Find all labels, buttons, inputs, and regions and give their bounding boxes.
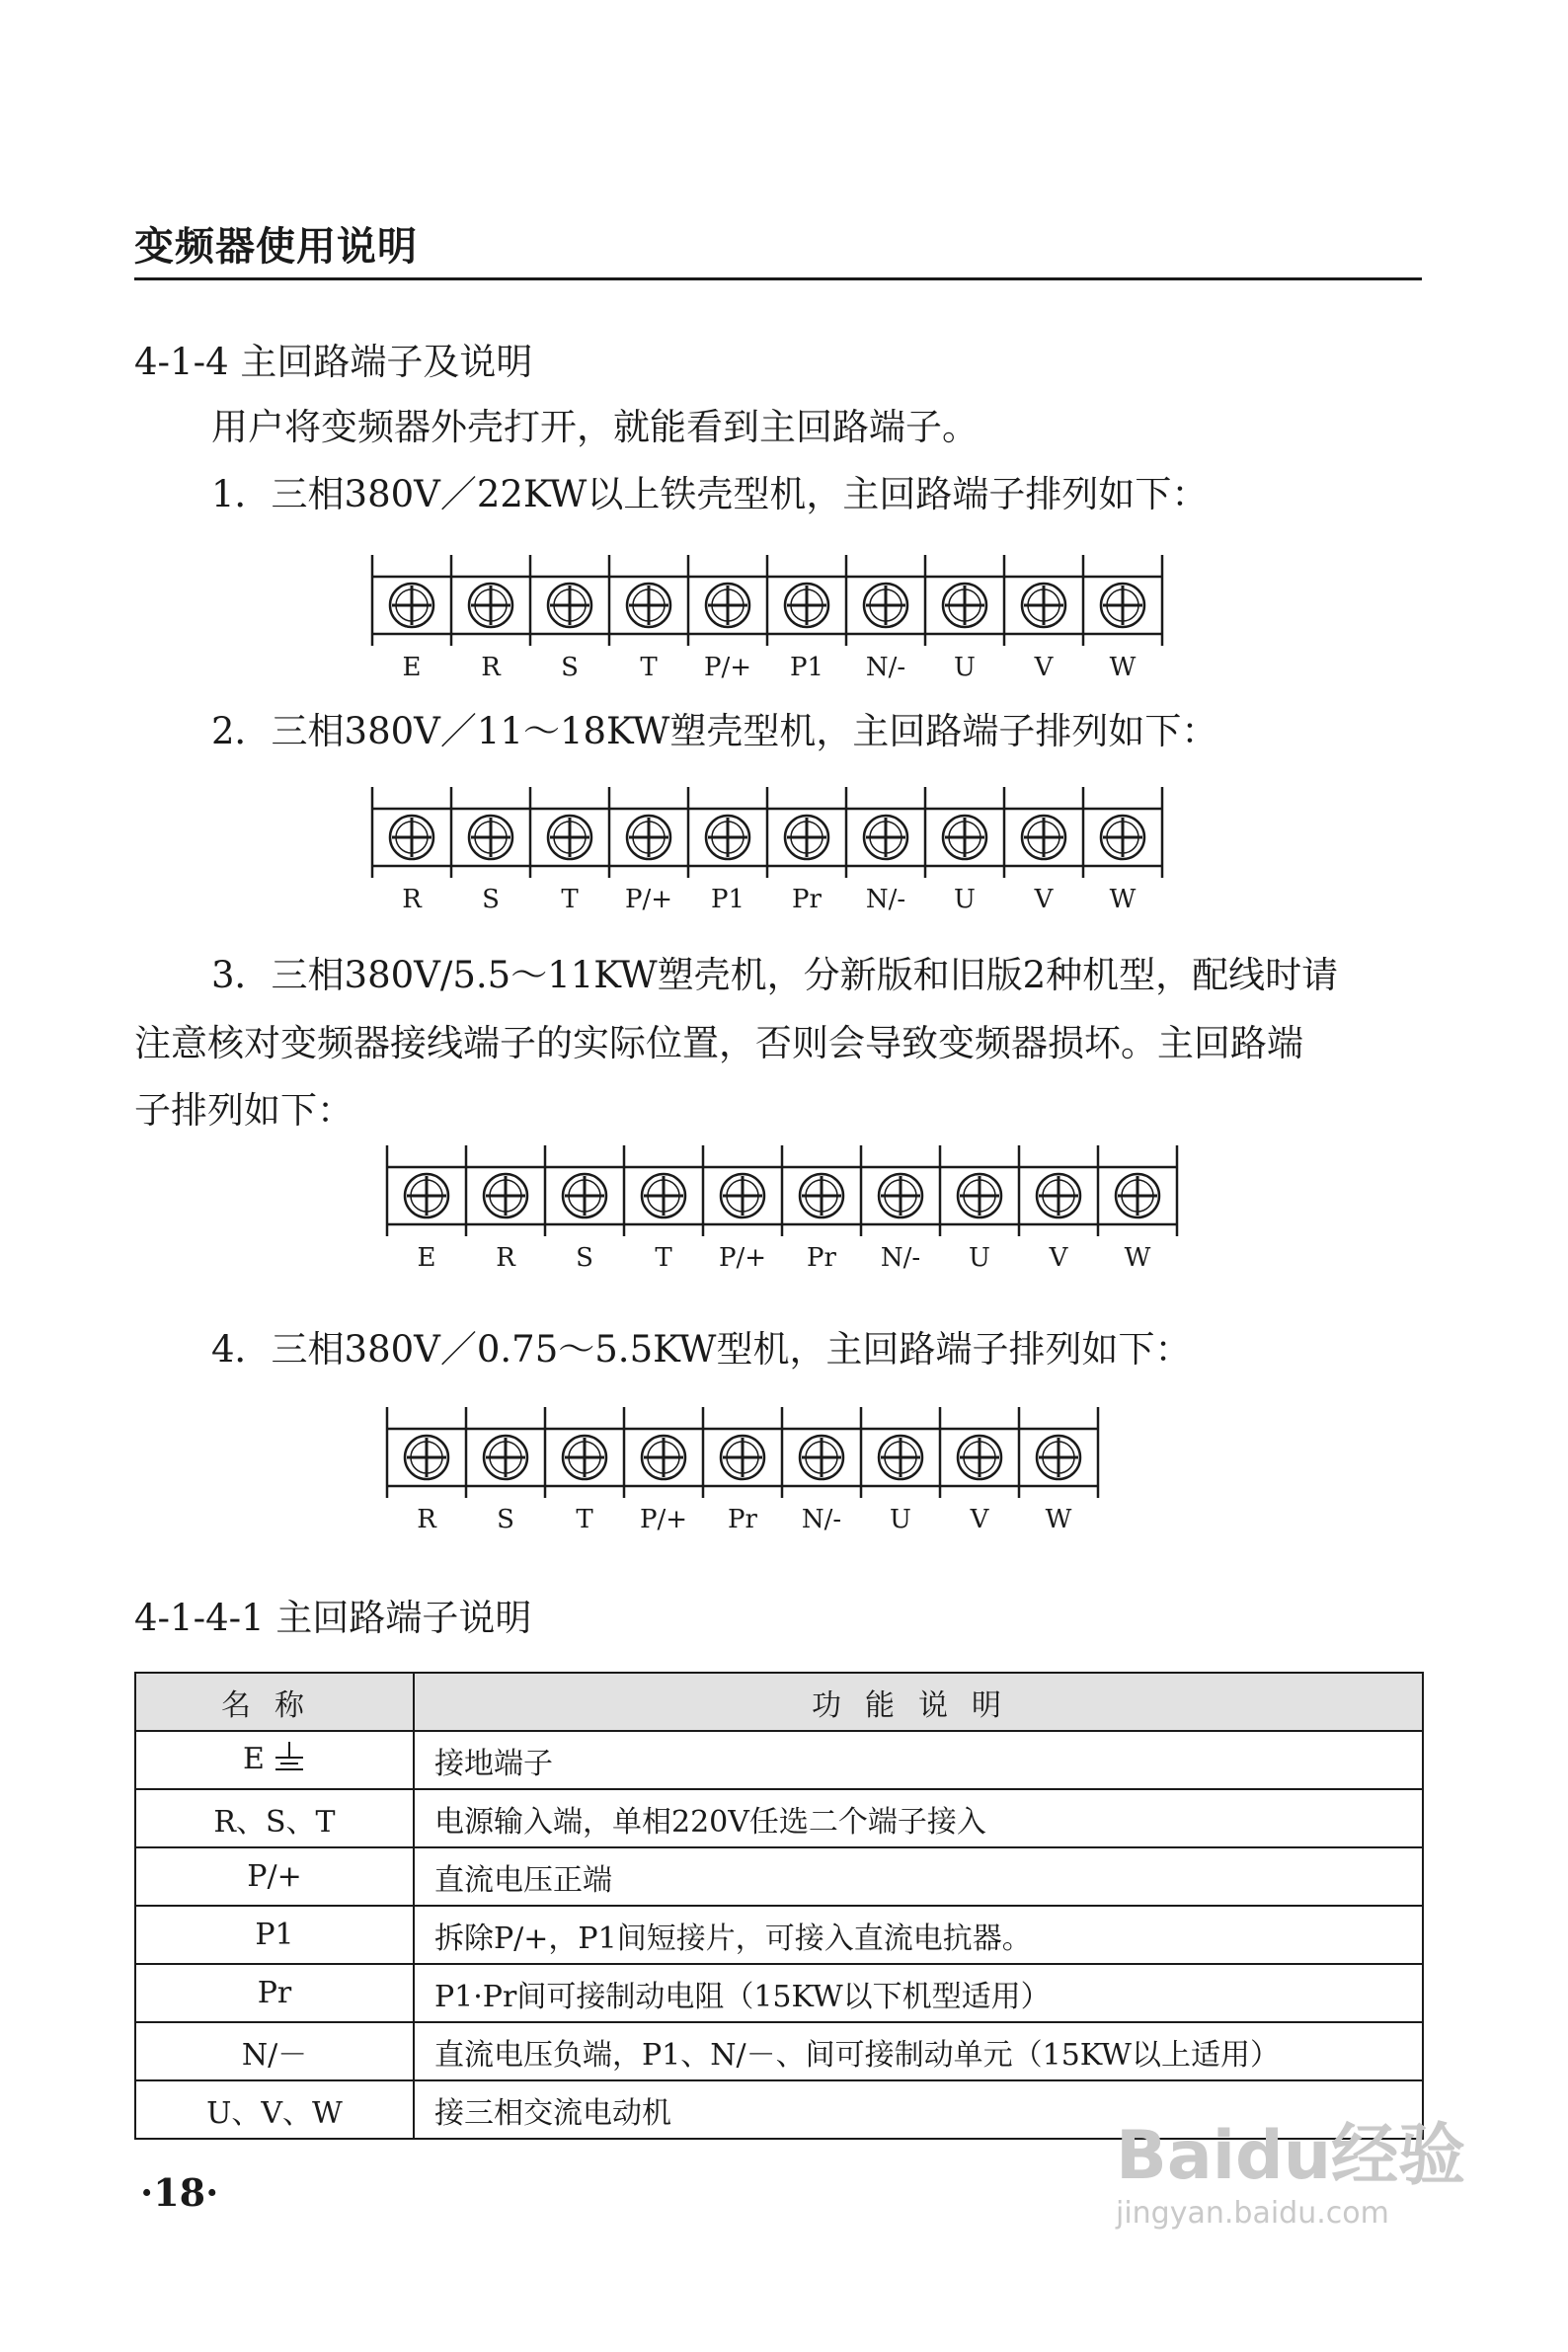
header-divider xyxy=(134,277,1422,280)
terminal-screw-icon xyxy=(958,1436,1001,1479)
terminal-label: P/+ xyxy=(718,1243,767,1273)
table-cell-desc: 电源输入端，单相220V任选二个端子接入 xyxy=(414,1789,1423,1847)
watermark-url: jingyan.baidu.com xyxy=(1116,2196,1389,2231)
terminal-screw-icon xyxy=(879,1436,922,1479)
page-header-title: 变频器使用说明 xyxy=(134,224,418,270)
terminal-screw-icon xyxy=(642,1174,685,1217)
terminal-label: P/+ xyxy=(624,885,673,914)
table-row xyxy=(135,1847,1423,1906)
table-row xyxy=(135,1964,1423,2022)
table-cell-desc: 接三相交流电动机 xyxy=(414,2080,1423,2139)
terminal-strip-4 xyxy=(385,1407,1100,1551)
terminal-screw-icon xyxy=(484,1174,527,1217)
terminal-label: V xyxy=(970,1505,989,1534)
table-cell-desc: P1·Pr间可接制动电阻（15KW以下机型适用） xyxy=(414,1964,1423,2022)
table-section-heading: 4-1-4-1 主回路端子说明 xyxy=(134,1597,532,1639)
terminal-screw-icon xyxy=(943,816,986,859)
terminal-label: W xyxy=(1109,885,1137,914)
table-cell-name: N/－ xyxy=(135,2022,414,2080)
terminal-strip-svg xyxy=(385,1407,1100,1547)
watermark xyxy=(1116,2117,1466,2231)
table-cell-name xyxy=(135,1731,414,1789)
terminal-label: W xyxy=(1045,1505,1072,1534)
terminal-label: Pr xyxy=(728,1505,757,1534)
terminal-strip-3 xyxy=(385,1145,1179,1290)
terminal-screw-icon xyxy=(800,1174,843,1217)
terminal-screw-icon xyxy=(1116,1174,1159,1217)
terminal-label: P/+ xyxy=(639,1505,688,1534)
terminal-screw-icon xyxy=(706,584,749,627)
terminal-screw-icon xyxy=(958,1174,1001,1217)
terminal-screw-icon xyxy=(706,816,749,859)
terminal-screw-icon xyxy=(1022,584,1065,627)
terminal-strip-svg xyxy=(385,1145,1179,1286)
terminal-label: U xyxy=(954,653,976,682)
terminal-label: P1 xyxy=(710,885,745,914)
terminal-label: Pr xyxy=(792,885,822,914)
terminal-screw-icon xyxy=(548,816,591,859)
terminal-screw-icon xyxy=(1101,584,1144,627)
terminal-screw-icon xyxy=(1022,816,1065,859)
page-number: ·18· xyxy=(140,2170,219,2215)
strip-2-caption: 2．三相380V／11～18KW塑壳型机，主回路端子排列如下： xyxy=(211,710,1218,752)
terminal-screw-icon xyxy=(864,584,907,627)
terminal-label: Pr xyxy=(807,1243,836,1273)
terminal-screw-icon xyxy=(721,1174,764,1217)
terminal-label: W xyxy=(1109,653,1137,682)
terminal-screw-icon xyxy=(390,584,433,627)
terminal-label: T xyxy=(576,1505,593,1534)
table-row xyxy=(135,1731,1423,1789)
terminal-label: R xyxy=(402,885,422,914)
terminal-label: P/+ xyxy=(703,653,752,682)
strip-3-caption-line-3: 子排列如下： xyxy=(134,1089,353,1132)
terminal-screw-icon xyxy=(405,1174,448,1217)
terminal-label: N/- xyxy=(865,885,906,914)
terminal-label: R xyxy=(481,653,501,682)
ground-icon xyxy=(273,1740,306,1781)
table-row xyxy=(135,1789,1423,1847)
terminal-screw-icon xyxy=(879,1174,922,1217)
terminal-screw-icon xyxy=(484,1436,527,1479)
table-cell-name: P1 xyxy=(135,1906,414,1964)
terminal-label: T xyxy=(655,1243,672,1273)
table-cell-desc: 拆除P/+，P1间短接片，可接入直流电抗器。 xyxy=(414,1906,1423,1964)
strip-4-caption: 4．三相380V／0.75～5.5KW型机，主回路端子排列如下： xyxy=(211,1328,1192,1371)
terminal-screw-icon xyxy=(642,1436,685,1479)
terminal-screw-icon xyxy=(800,1436,843,1479)
watermark-brand: Baidu经验 xyxy=(1116,2117,1466,2195)
terminal-label: S xyxy=(576,1243,593,1273)
terminal-label: T xyxy=(640,653,658,682)
terminal-label: V xyxy=(1049,1243,1068,1273)
terminal-label: V xyxy=(1034,885,1054,914)
terminal-label: R xyxy=(496,1243,515,1273)
terminal-label: S xyxy=(497,1505,514,1534)
table-header-name: 名称 xyxy=(135,1673,414,1731)
table-row xyxy=(135,1906,1423,1964)
table-cell-name: Pr xyxy=(135,1964,414,2022)
terminal-strip-svg xyxy=(370,555,1164,695)
terminal-strip-1 xyxy=(370,555,1164,699)
terminal-screw-icon xyxy=(563,1174,606,1217)
terminal-label: E xyxy=(402,653,422,682)
terminal-label: V xyxy=(1034,653,1054,682)
table-cell-desc: 直流电压正端 xyxy=(414,1847,1423,1906)
terminal-label: P1 xyxy=(789,653,824,682)
terminal-screw-icon xyxy=(1037,1174,1080,1217)
terminal-screw-icon xyxy=(548,584,591,627)
terminal-screw-icon xyxy=(469,816,512,859)
table-header-row xyxy=(135,1673,1423,1731)
table-cell-desc: 接地端子 xyxy=(414,1731,1423,1789)
terminal-label: S xyxy=(482,885,500,914)
terminal-screw-icon xyxy=(864,816,907,859)
terminal-label: W xyxy=(1124,1243,1151,1273)
terminal-screw-icon xyxy=(390,816,433,859)
table-cell-name: R、S、T xyxy=(135,1789,414,1847)
terminal-description-table xyxy=(134,1672,1424,2140)
intro-text: 用户将变频器外壳打开，就能看到主回路端子。 xyxy=(211,406,979,448)
terminal-screw-icon xyxy=(1101,816,1144,859)
terminal-screw-icon xyxy=(1037,1436,1080,1479)
terminal-label: U xyxy=(969,1243,990,1273)
terminal-label: R xyxy=(417,1505,436,1534)
terminal-strip-svg xyxy=(370,787,1164,927)
terminal-screw-icon xyxy=(785,584,828,627)
table-cell-name: P/+ xyxy=(135,1847,414,1906)
table-row xyxy=(135,2022,1423,2080)
strip-3-caption-line-2: 注意核对变频器接线端子的实际位置，否则会导致变频器损坏。主回路端 xyxy=(134,1022,1303,1064)
terminal-screw-icon xyxy=(563,1436,606,1479)
terminal-label: N/- xyxy=(865,653,906,682)
terminal-screw-icon xyxy=(627,816,670,859)
table-header-function: 功能说明 xyxy=(414,1673,1423,1731)
terminal-label: T xyxy=(561,885,579,914)
terminal-label: N/- xyxy=(880,1243,921,1273)
terminal-label: U xyxy=(954,885,976,914)
terminal-screw-icon xyxy=(469,584,512,627)
table-cell-desc: 直流电压负端，P1、N/－、间可接制动单元（15KW以上适用） xyxy=(414,2022,1423,2080)
terminal-screw-icon xyxy=(943,584,986,627)
table-cell-name: U、V、W xyxy=(135,2080,414,2139)
section-heading: 4-1-4 主回路端子及说明 xyxy=(134,341,533,383)
terminal-name: E xyxy=(243,1741,265,1776)
strip-3-caption-line-1: 3．三相380V/5.5～11KW塑壳机，分新版和旧版2种机型，配线时请 xyxy=(211,954,1339,996)
terminal-label: U xyxy=(890,1505,911,1534)
terminal-screw-icon xyxy=(627,584,670,627)
terminal-screw-icon xyxy=(405,1436,448,1479)
terminal-strip-2 xyxy=(370,787,1164,931)
terminal-screw-icon xyxy=(721,1436,764,1479)
terminal-label: S xyxy=(561,653,579,682)
strip-1-caption: 1．三相380V／22KW以上铁壳型机，主回路端子排列如下： xyxy=(211,473,1209,515)
terminal-label: N/- xyxy=(801,1505,842,1534)
terminal-screw-icon xyxy=(785,816,828,859)
terminal-label: E xyxy=(417,1243,436,1273)
